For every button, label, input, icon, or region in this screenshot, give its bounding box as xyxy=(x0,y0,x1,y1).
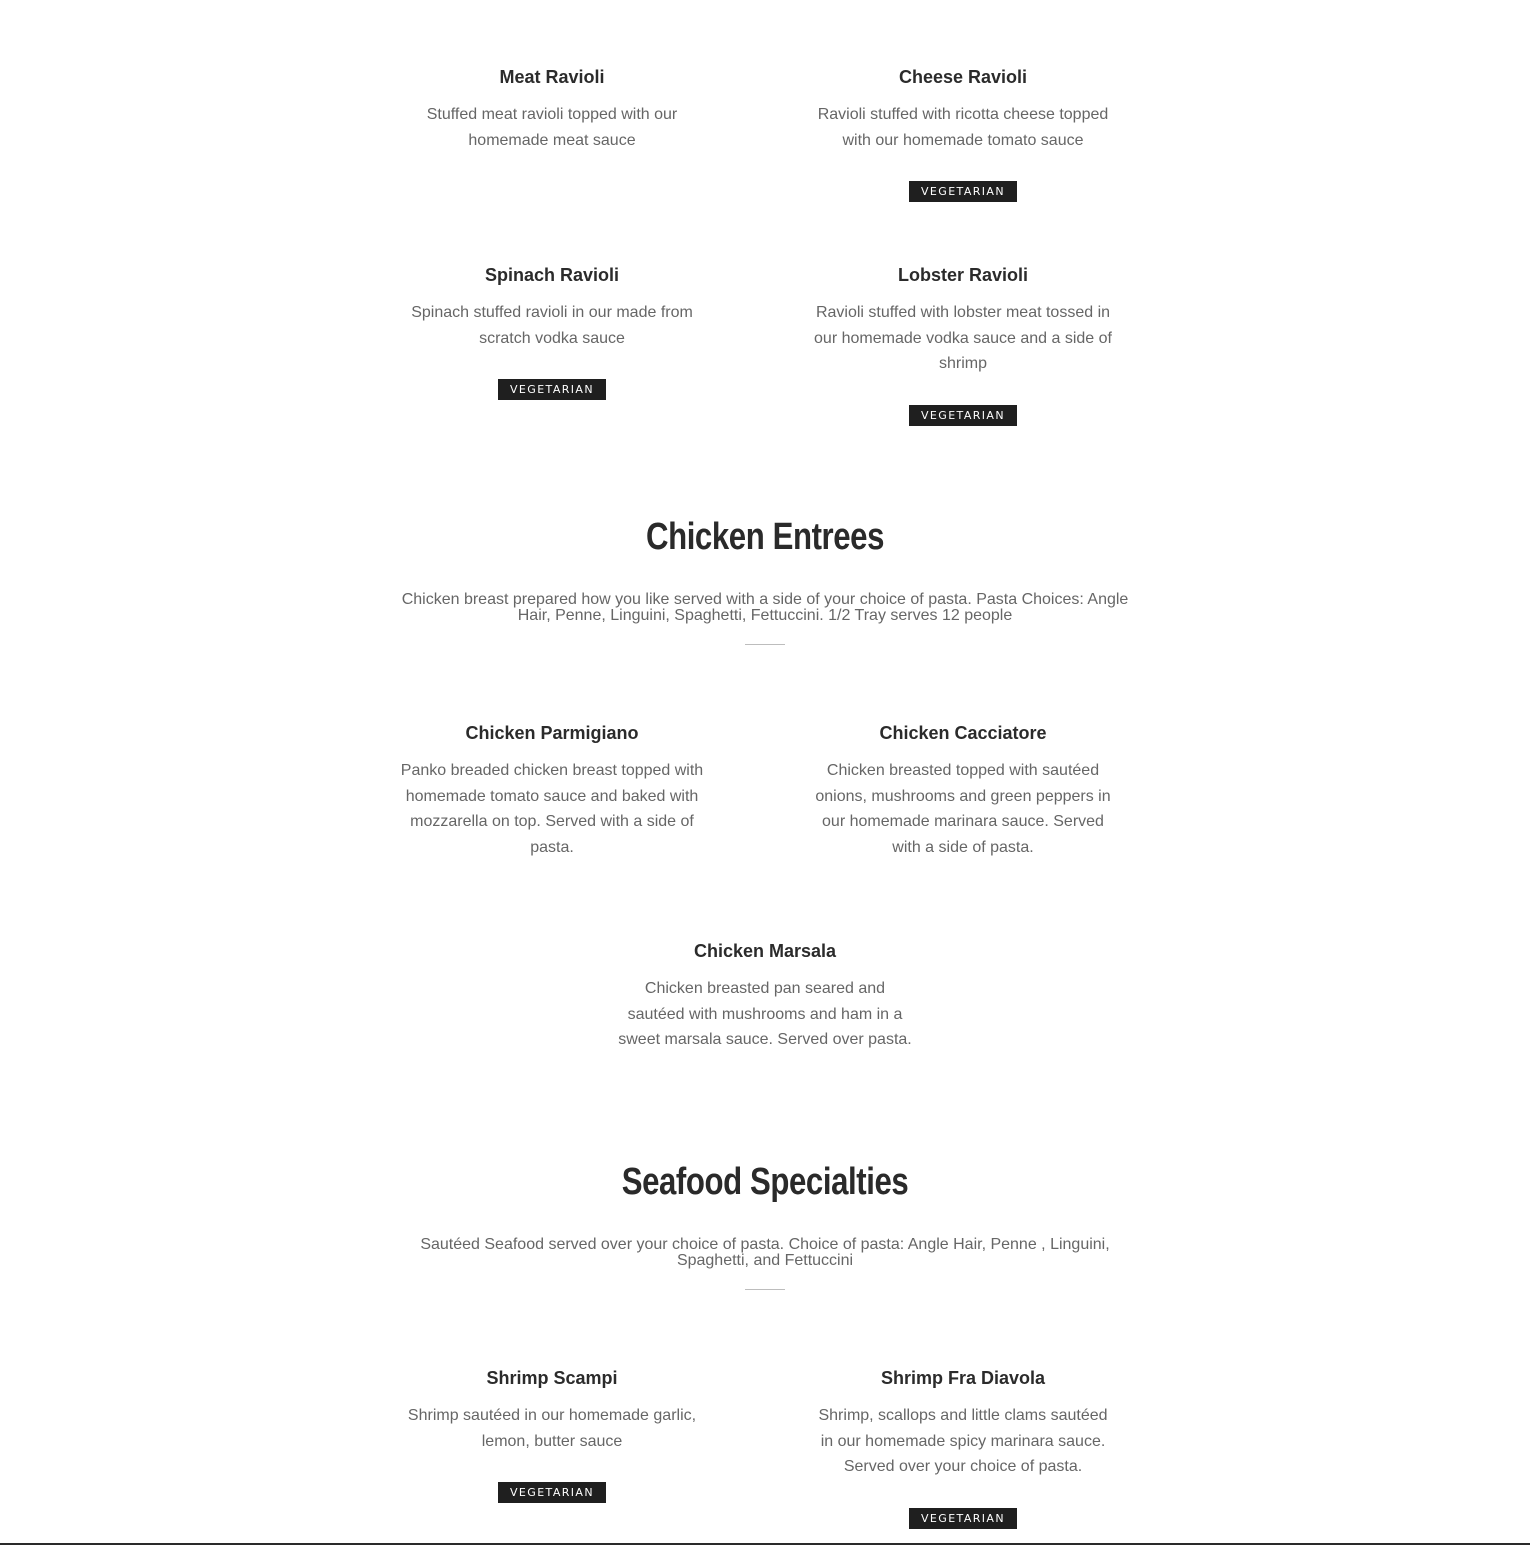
item-name: Shrimp Fra Diavola xyxy=(880,1368,1046,1388)
menu-item-lobster-ravioli xyxy=(813,264,1113,426)
item-description: Chicken breasted pan seared and sautéed with mushrooms and ham in a sweet marsala sauce. Served over pasta. xyxy=(618,980,912,1048)
item-name: Chicken Parmigiano xyxy=(465,723,639,743)
item-name: Cheese Ravioli xyxy=(898,67,1028,87)
menu-item-chicken-cacciatore xyxy=(813,722,1113,860)
item-name: Meat Ravioli xyxy=(499,67,605,87)
vegetarian-badge: VEGETARIAN xyxy=(909,405,1017,426)
item-name: Chicken Cacciatore xyxy=(879,723,1047,743)
menu-item-chicken-parmigiano xyxy=(397,722,707,860)
menu-item-shrimp-fra-diavola xyxy=(813,1367,1113,1529)
item-name: Shrimp Scampi xyxy=(486,1368,618,1388)
menu-item-spinach-ravioli xyxy=(402,264,702,400)
section-description-chicken: Chicken breast prepared how you like served with a side of your choice of pasta. Pasta Choices: Angle Hair, Penne, Linguini, Spaghetti, Fettuccini. 1/2 Tray serves 12 people xyxy=(401,591,1129,624)
section-title-seafood: Seafood Specialties xyxy=(621,1161,909,1203)
item-name: Lobster Ravioli xyxy=(897,265,1029,285)
section-title-chicken: Chicken Entrees xyxy=(645,516,885,558)
item-description: Ravioli stuffed with lobster meat tossed in our homemade vodka sauce and a side of shrimp xyxy=(814,304,1112,372)
vegetarian-badge: VEGETARIAN xyxy=(909,181,1017,202)
menu-item-cheese-ravioli xyxy=(813,66,1113,202)
item-description: Panko breaded chicken breast topped with homemade tomato sauce and baked with mozzarella on top. Served with a side of pasta. xyxy=(400,762,704,856)
vegetarian-badge: VEGETARIAN xyxy=(498,1482,606,1503)
item-description: Ravioli stuffed with ricotta cheese topped with our homemade tomato sauce xyxy=(817,106,1109,149)
menu-item-meat-ravioli xyxy=(402,66,702,153)
menu-item-shrimp-scampi xyxy=(402,1367,702,1503)
item-description: Chicken breasted topped with sautéed onions, mushrooms and green peppers in our homemade marinara sauce. Served with a side of pasta. xyxy=(815,762,1111,856)
item-description: Spinach stuffed ravioli in our made from scratch vodka sauce xyxy=(411,304,693,347)
section-description-seafood: Sautéed Seafood served over your choice of pasta. Choice of pasta: Angle Hair, Penne , Linguini, Spaghetti, and Fettuccini xyxy=(420,1236,1110,1269)
item-description: Shrimp sautéed in our homemade garlic, lemon, butter sauce xyxy=(407,1407,697,1450)
vegetarian-badge: VEGETARIAN xyxy=(909,1508,1017,1529)
item-description: Stuffed meat ravioli topped with our homemade meat sauce xyxy=(426,106,678,149)
vegetarian-badge: VEGETARIAN xyxy=(498,379,606,400)
item-name: Spinach Ravioli xyxy=(484,265,620,285)
item-description: Shrimp, scallops and little clams sautéed in our homemade spicy marinara sauce. Served over your choice of pasta. xyxy=(818,1407,1108,1475)
section-divider xyxy=(745,644,785,645)
menu-item-chicken-marsala xyxy=(615,940,915,1053)
section-divider xyxy=(745,1289,785,1290)
item-name: Chicken Marsala xyxy=(693,941,837,961)
